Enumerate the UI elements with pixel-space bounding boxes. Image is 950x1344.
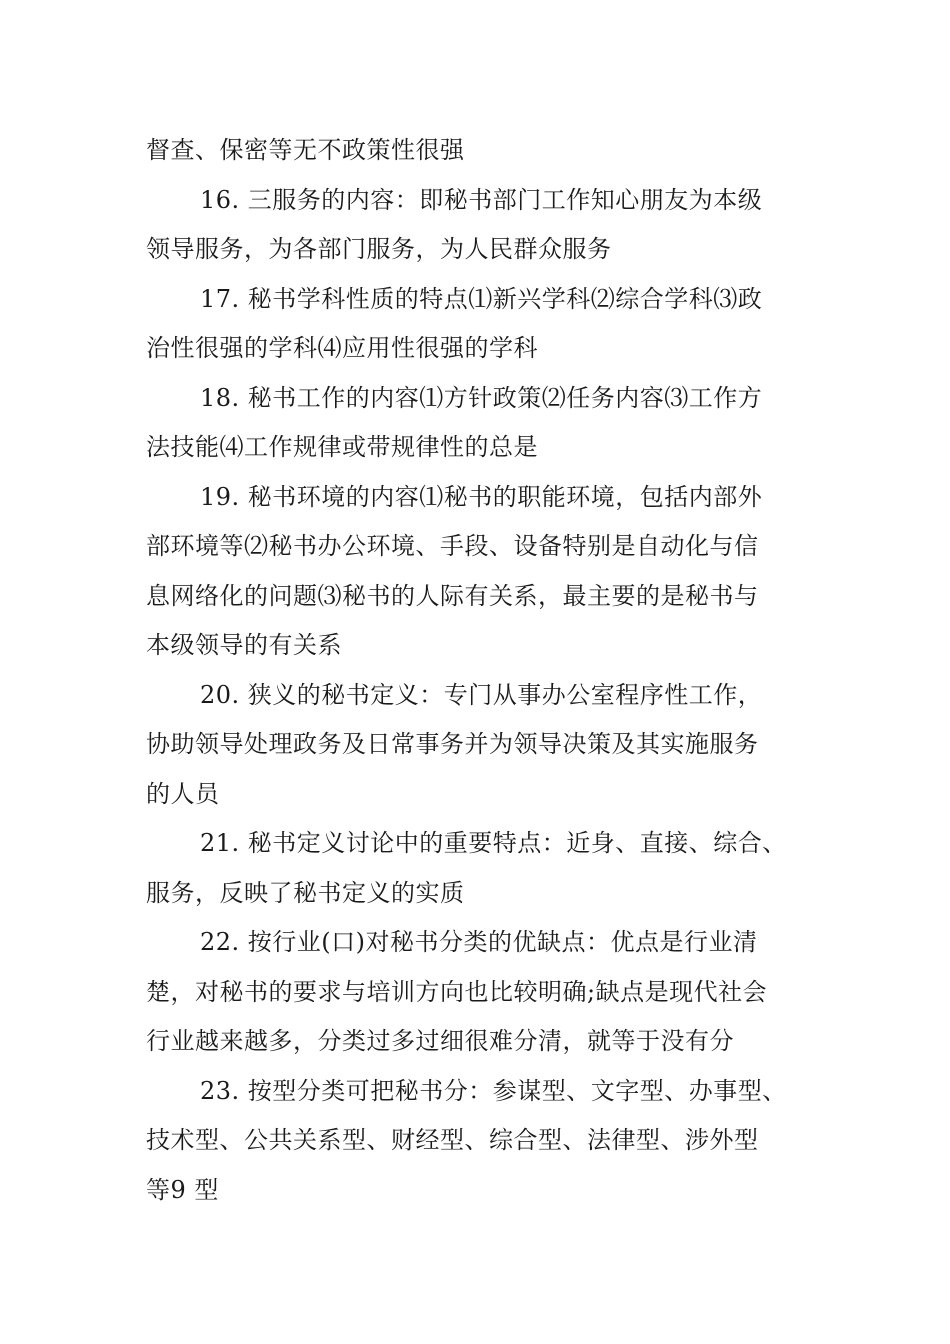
numbered-item-line: 21. 秘书定义讨论中的重要特点：近身、直接、综合、 — [200, 829, 787, 857]
numbered-item-line: 17. 秘书学科性质的特点⑴新兴学科⑵综合学科⑶政 — [200, 284, 763, 313]
numbered-item-line: 23. 按型分类可把秘书分：参谋型、文字型、办事型、 — [200, 1076, 787, 1105]
text-line: 的人员 — [146, 779, 220, 808]
numbered-item-line: 16. 三服务的内容：即秘书部门工作知心朋友为本级 — [200, 185, 763, 214]
text-line: 治性很强的学科⑷应用性很强的学科 — [146, 334, 538, 362]
document-body — [146, 126, 826, 1215]
numbered-item-line: 22. 按行业(口)对秘书分类的优缺点：优点是行业清 — [200, 928, 758, 956]
text-line: 技术型、公共关系型、财经型、综合型、法律型、涉外型 — [146, 1126, 759, 1154]
text-line: 服务，反映了秘书定义的实质 — [146, 878, 465, 907]
text-line: 等9 型 — [146, 1175, 219, 1204]
text-line: 息网络化的问题⑶秘书的人际有关系，最主要的是秘书与 — [146, 581, 759, 610]
numbered-item-line: 18. 秘书工作的内容⑴方针政策⑵任务内容⑶工作方 — [200, 383, 763, 412]
text-line: 督查、保密等无不政策性很强 — [146, 136, 465, 164]
text-line: 楚，对秘书的要求与培训方向也比较明确;缺点是现代社会 — [146, 977, 768, 1006]
numbered-item-line: 19. 秘书环境的内容⑴秘书的职能环境，包括内部外 — [200, 482, 763, 511]
text-line: 部环境等⑵秘书办公环境、手段、设备特别是自动化与信 — [146, 532, 759, 560]
text-line: 本级领导的有关系 — [146, 631, 342, 659]
text-line: 领导服务，为各部门服务，为人民群众服务 — [146, 235, 612, 263]
text-line: 行业越来越多，分类过多过细很难分清，就等于没有分 — [146, 1027, 734, 1055]
text-line: 协助领导处理政务及日常事务并为领导决策及其实施服务 — [146, 730, 759, 758]
numbered-item-line: 20. 狭义的秘书定义：专门从事办公室程序性工作， — [200, 680, 763, 709]
text-line: 法技能⑷工作规律或带规律性的总是 — [146, 433, 538, 461]
